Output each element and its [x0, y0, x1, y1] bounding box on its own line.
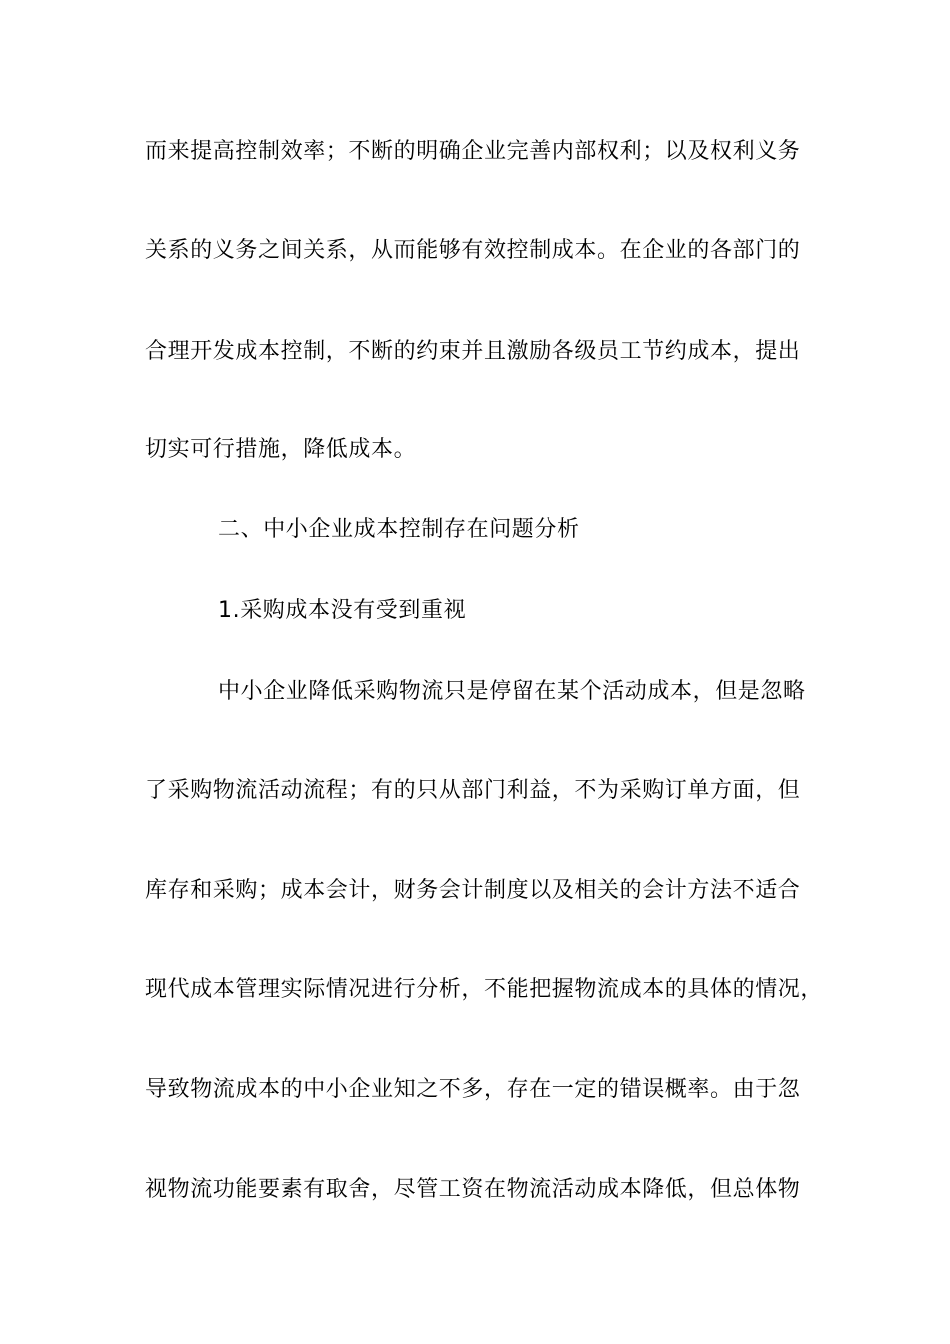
paragraph-line: 中小企业降低采购物流只是停留在某个活动成本，但是忽略: [218, 679, 806, 704]
paragraph-line: 导致物流成本的中小企业知之不多，存在一定的错误概率。由于忽: [145, 1077, 801, 1102]
paragraph-line: 关系的义务之间关系，从而能够有效控制成本。在企业的各部门的: [145, 238, 801, 263]
paragraph-line: 而来提高控制效率；不断的明确企业完善内部权利；以及权利义务: [145, 139, 801, 164]
paragraph-line: 合理开发成本控制，不断的约束并且激励各级员工节约成本，提出: [145, 339, 801, 364]
subsection-heading: 1.采购成本没有受到重视: [218, 598, 467, 623]
paragraph-line: 视物流功能要素有取舍，尽管工资在物流活动成本降低，但总体物: [145, 1177, 801, 1202]
paragraph-line: 切实可行措施，降低成本。: [145, 437, 417, 462]
paragraph-line: 了采购物流活动流程；有的只从部门利益，不为采购订单方面，但: [145, 778, 801, 803]
paragraph-line: 现代成本管理实际情况进行分析，不能把握物流成本的具体的情况，: [145, 977, 824, 1002]
paragraph-line: 库存和采购；成本会计，财务会计制度以及相关的会计方法不适合: [145, 878, 801, 903]
section-heading: 二、中小企业成本控制存在问题分析: [218, 517, 580, 542]
